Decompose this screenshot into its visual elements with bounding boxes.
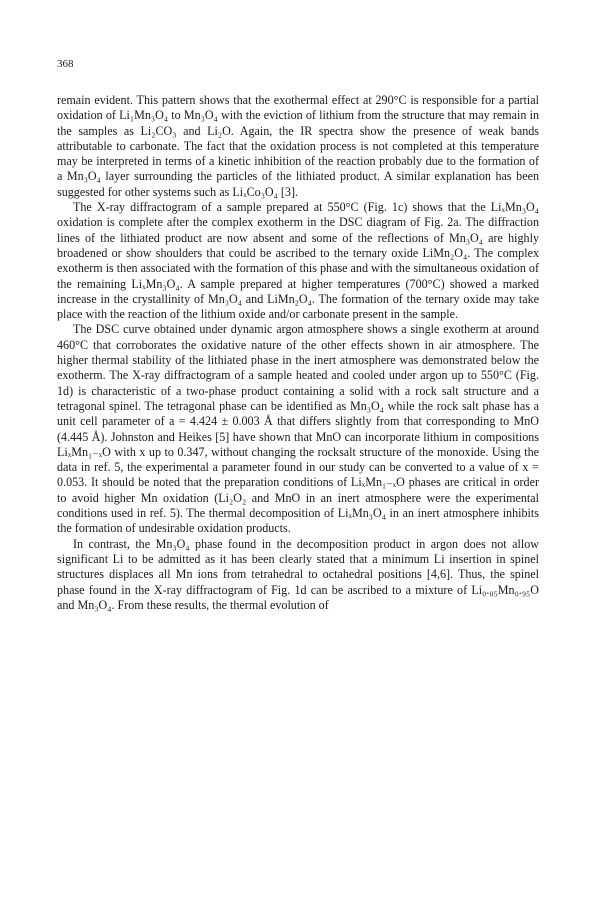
paragraph-4: In contrast, the Mn₃O₄ phase found in the decomposition product in argon does not allow significant Li to be admitted as it has been clearly stated that a minimum Li insertion in spinel structures displaces all Mn ions from tetrahedral to octahedral positions [4,6]. Thus, the spinel phase found in the X-ray diffractogram of Fig. 1d can be ascribed to a mixture of Li₀.₀₅Mn₀.₉₅O and Mn₃O₄. From these results, the thermal evolution of — [57, 536, 539, 612]
paragraph-3: The DSC curve obtained under dynamic argon atmosphere shows a single exotherm at around 460°C that corroborates the oxidative nature of the other effects shown in air atmosphere. The higher thermal stability of the lithiated phase in the inert atmosphere was demonstrated below the exotherm. The X-ray diffractogram of a sample heated and cooled under argon up to 550°C (Fig. 1d) is characteristic of a two-phase product containing a solid with a rock salt structure and a tetragonal spinel. The tetragonal phase can be identified as Mn₃O₄ while the rock salt phase has a unit cell parameter of a = 4.424 ± 0.003 Å that differs slightly from that corresponding to MnO (4.445 Å). Johnston and Heikes [5] have shown that MnO can incorporate lithium in compositions LiₓMn₁₋ₓO with x up to 0.347, without changing the rocksalt structure of the monoxide. Using the data in ref. 5, the experimental a parameter found in our study can be converted to a value of x = 0.053. It should be noted that the preparation conditions of LiₓMn₁₋ₓO phases are critical in order to avoid higher Mn oxidation (Li₂O₂ and MnO in an inert atmosphere were the experimental conditions used in ref. 5). The thermal decomposition of LiₓMn₃O₄ in an inert atmosphere inhibits the formation of undesirable oxidation products. — [57, 322, 539, 536]
body-text — [57, 93, 539, 613]
paragraph-2: The X-ray diffractogram of a sample prepared at 550°C (Fig. 1c) shows that the LiₓMn₃O₄ oxidation is complete after the complex exotherm in the DSC diagram of Fig. 2a. The diffraction lines of the lithiated product are now absent and some of the reflections of Mn₃O₄ are highly broadened or show shoulders that could be ascribed to the ternary oxide LiMn₂O₄. The complex exotherm is then associated with the formation of this phase and with the simultaneous oxidation of the remaining LiₓMn₃O₄. A sample prepared at higher temperatures (700°C) showed a marked increase in the crystallinity of Mn₃O₄ and LiMn₂O₄. The formation of the ternary oxide may take place with the reaction of the lithium oxide and/or carbonate present in the sample. — [57, 200, 539, 322]
paragraph-1: remain evident. This pattern shows that the exothermal effect at 290°C is responsible for a partial oxidation of Li₁Mn₃O₄ to Mn₃O₄ with the eviction of lithium from the structure that may remain in the samples as Li₂CO₃ and Li₂O. Again, the IR spectra show the presence of weak bands attributable to carbonate. The fact that the oxidation process is not completed at this temperature may be interpreted in terms of a kinetic inhibition of the reaction probably due to the formation of a Mn₃O₄ layer surrounding the particles of the lithiated product. A similar explanation has been suggested for other systems such as LiₓCo₃O₄ [3]. — [57, 93, 539, 199]
page-number: 368 — [57, 58, 74, 70]
